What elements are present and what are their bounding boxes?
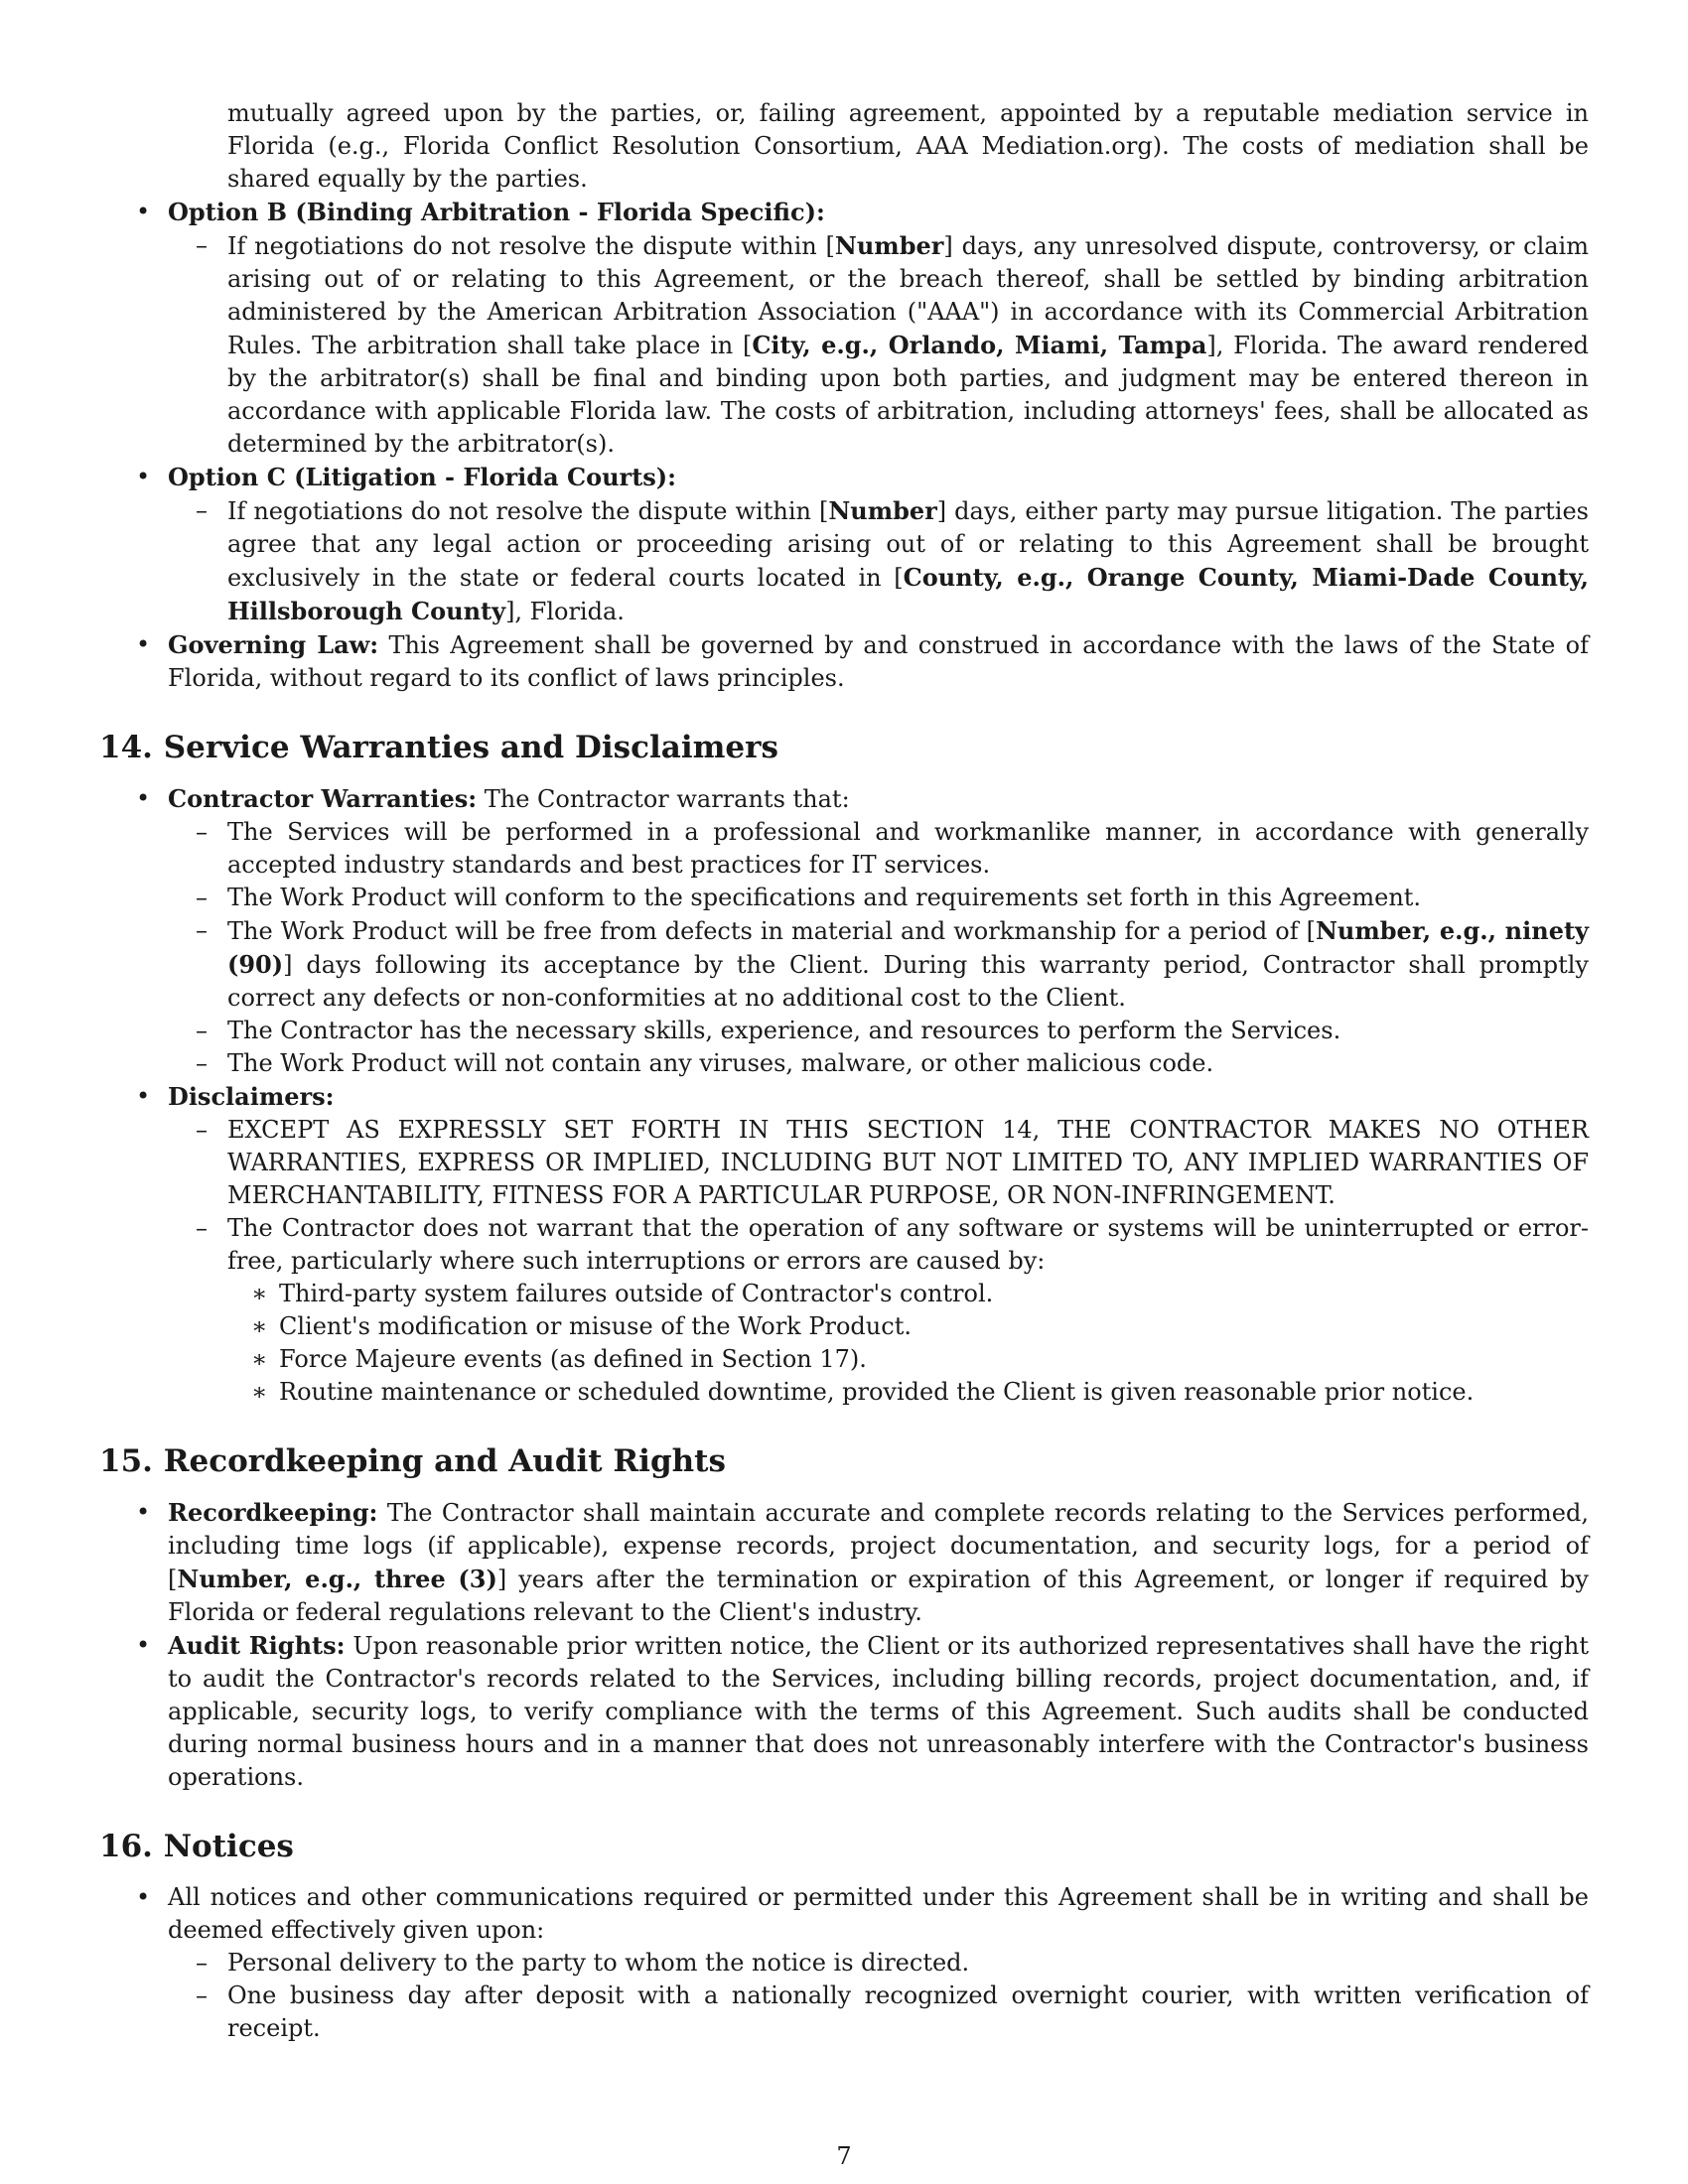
dash-marker: –	[196, 818, 208, 846]
option-b-label: Option B (Binding Arbitration - Florida Specific):	[168, 198, 825, 226]
dash-marker: –	[196, 496, 208, 524]
document-page	[99, 97, 1589, 2045]
disclaimer-item: – EXCEPT AS EXPRESSLY SET FORTH IN THIS SECTION 14, THE CONTRACTOR MAKES NO OTHER WARRANTIES, EXPRESS OR IMPLIED, INCLUDING BUT NOT LIMITED TO, ANY IMPLIED WARRANTIES OF MERCHANTABILITY, FITNESS FOR A PARTICULAR PURPOSE, OR NON-INFRINGEMENT.	[196, 1116, 1589, 1209]
bullet-marker: •	[136, 1631, 151, 1659]
notices-item: • All notices and other communications required or permitted under this Agreement shall be in writing and shall be deemed effectively given upon:	[136, 1883, 1589, 1944]
warranty-item: – The Contractor has the necessary skills, experience, and resources to perform the Services.	[99, 1015, 1589, 1047]
warranty-item: – The Work Product will be free from defects in material and workmanship for a period of [Number, e.g., ninety (90)] days following its acceptance by the Client. During this warranty period, Contractor shall promptly correct any defects or non-conformities at no additional cost to the Client.	[196, 916, 1589, 1012]
cause-item: ∗ Client's modification or misuse of the Work Product.	[99, 1310, 1589, 1343]
audit-rights-item: • Audit Rights: Upon reasonable prior written notice, the Client or its authorized representatives shall have the right to audit the Contractor's records related to the Services, including billing records, project documentation, and, if applicable, security logs, to verify compliance with the terms of this Agreement. Such audits shall be conducted during normal business hours and in a manner that does not unreasonably interfere with the Contractor's business operations.	[136, 1631, 1589, 1791]
mediation-continuation: mutually agreed upon by the parties, or, failing agreement, appointed by a reputable mediation service in Florida (e.g., Florida Conflict Resolution Consortium, AAA Mediation.org). The costs of mediation shall be shared equally by the parties.	[227, 99, 1589, 193]
option-c-text: – If negotiations do not resolve the dispute within [Number] days, either party may pursue litigation. The parties agree that any legal action or proceeding arising out of or relating to this Agreement shall be brought exclusively in the state or federal courts located in [County, e.g., Orange County, Miami-Dade County, Hillsborough County], Florida.	[196, 496, 1589, 625]
cause-item: ∗ Force Majeure events (as defined in Section 17).	[99, 1343, 1589, 1376]
bullet-marker: •	[136, 630, 151, 658]
option-c-item	[99, 461, 1589, 494]
notice-method-item: – Personal delivery to the party to whom the notice is directed.	[99, 1947, 1589, 1979]
dash-marker: –	[196, 884, 208, 911]
disclaimers-item	[99, 1080, 1589, 1114]
star-marker: ∗	[251, 1378, 268, 1406]
bullet-marker: •	[136, 1498, 151, 1526]
governing-law-item: • Governing Law: This Agreement shall be governed by and construed in accordance with the laws of the State of Florida, without regard to its conflict of laws principles.	[136, 630, 1589, 692]
governing-law-label: Governing Law:	[168, 630, 379, 659]
recordkeeping-item: • Recordkeeping: The Contractor shall maintain accurate and complete records relating to the Services performed, including time logs (if applicable), expense records, project documentation, and security logs, for a period of [Number, e.g., three (3)] years after the termination or expiration of this Agreement, or longer if required by Florida or federal regulations relevant to the Client's industry.	[136, 1498, 1589, 1626]
dash-marker: –	[196, 1214, 208, 1242]
option-b-text: – If negotiations do not resolve the dispute within [Number] days, any unresolved dispute, controversy, or claim arising out of or relating to this Agreement, or the breach thereof, shall be settled by binding arbitration administered by the American Arbitration Association ("AAA") in accordance with its Commercial Arbitration Rules. The arbitration shall take place in [City, e.g., Orlando, Miami, Tampa], Florida. The award rendered by the arbitrator(s) shall be final and binding upon both parties, and judgment may be entered thereon in accordance with applicable Florida law. The costs of arbitration, including attorneys' fees, shall be allocated as determined by the arbitrator(s).	[196, 231, 1590, 458]
dash-marker: –	[196, 231, 208, 259]
dash-marker: –	[196, 1949, 208, 1977]
bullet-marker: •	[136, 1082, 151, 1110]
option-b-item	[99, 196, 1589, 229]
recordkeeping-label: Recordkeeping:	[168, 1498, 378, 1527]
bullet-marker: •	[136, 463, 151, 490]
bullet-marker: •	[136, 784, 151, 812]
dash-marker: –	[196, 1049, 208, 1077]
dash-marker: –	[196, 1981, 208, 2009]
bullet-marker: •	[136, 198, 151, 225]
star-marker: ∗	[251, 1312, 268, 1340]
contractor-warranties-item: • Contractor Warranties: The Contractor warrants that:	[136, 784, 850, 813]
warranty-item: – The Work Product will conform to the specifications and requirements set forth in this Agreement.	[99, 882, 1589, 914]
star-marker: ∗	[251, 1345, 268, 1373]
disclaimer-item: – The Contractor does not warrant that the operation of any software or systems will be uninterrupted or error-free, particularly where such interruptions or errors are caused by:	[196, 1214, 1589, 1275]
dash-marker: –	[196, 1017, 208, 1044]
option-c-label: Option C (Litigation - Florida Courts):	[168, 463, 677, 491]
section-16-heading: 16. Notices	[99, 1829, 294, 1864]
audit-rights-label: Audit Rights:	[168, 1631, 346, 1660]
star-marker: ∗	[251, 1280, 268, 1307]
notice-method-item: – One business day after deposit with a nationally recognized overnight courier, with written verification of receipt.	[196, 1981, 1589, 2042]
page-number: 7	[836, 2142, 852, 2170]
warranty-item: – The Services will be performed in a professional and workmanlike manner, in accordance with generally accepted industry standards and best practices for IT services.	[196, 818, 1589, 879]
section-15-heading: 15. Recordkeeping and Audit Rights	[99, 1443, 726, 1479]
cause-item: ∗ Third-party system failures outside of Contractor's control.	[99, 1278, 1589, 1310]
dash-marker: –	[196, 1116, 208, 1144]
section-14-heading: 14. Service Warranties and Disclaimers	[99, 730, 778, 765]
dash-marker: –	[196, 916, 208, 944]
warranty-item: – The Work Product will not contain any viruses, malware, or other malicious code.	[99, 1047, 1589, 1080]
contractor-warranties-label: Contractor Warranties:	[168, 784, 478, 813]
disclaimers-label: Disclaimers:	[168, 1082, 335, 1111]
bullet-marker: •	[136, 1883, 151, 1911]
cause-item: ∗ Routine maintenance or scheduled downtime, provided the Client is given reasonable prior notice.	[99, 1376, 1589, 1409]
